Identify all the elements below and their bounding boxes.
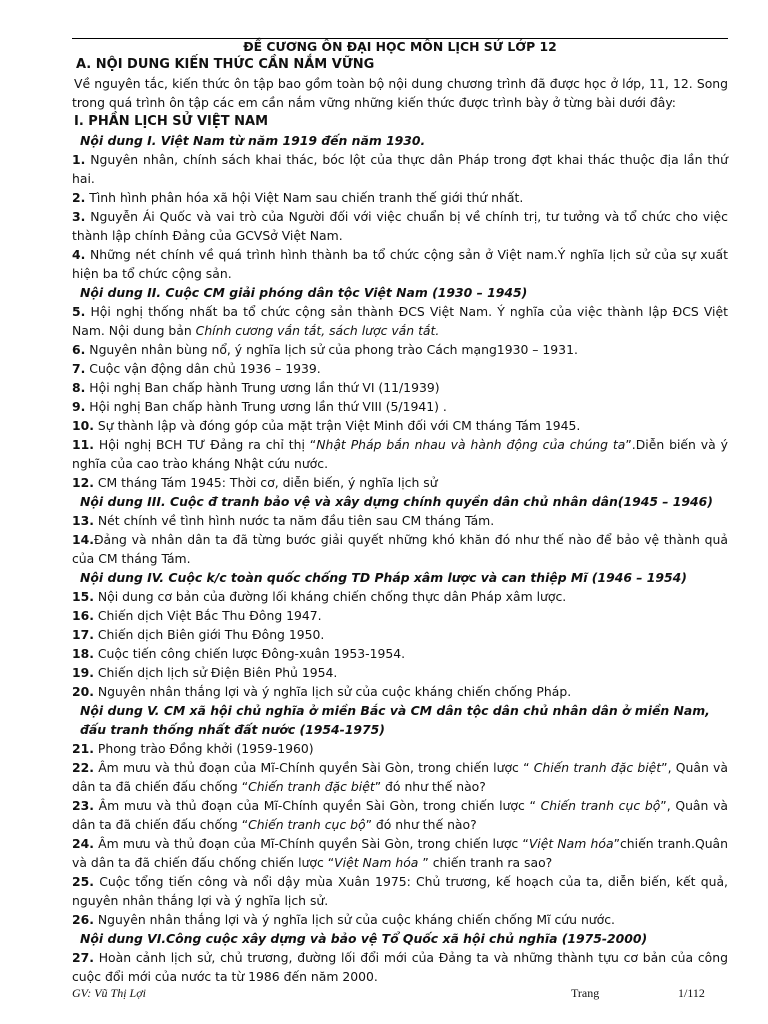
item-number: 24. bbox=[72, 836, 94, 851]
item-emphasis: Nhật Pháp bắn nhau và hành động của chúng ta bbox=[316, 437, 626, 452]
list-item-3 bbox=[72, 207, 728, 245]
list-item-5 bbox=[72, 302, 728, 340]
item-text-end: ”.Diễn biến và ý nghĩa của cao trào kháng Nhật cứu nước. bbox=[72, 437, 728, 471]
list-item-20 bbox=[72, 682, 728, 701]
list-item-24 bbox=[72, 834, 728, 872]
item-text: Hội nghị BCH TƯ Đảng ra chỉ thị “ bbox=[98, 437, 317, 452]
content-heading-6: Nội dung VI.Công cuộc xây dựng và bảo vệ Tổ Quốc xã hội chủ nghĩa (1975-2000) bbox=[80, 931, 648, 946]
item-number: 19. bbox=[72, 665, 94, 680]
item-number: 4. bbox=[72, 247, 86, 262]
list-item-4 bbox=[72, 245, 728, 283]
page-footer bbox=[72, 986, 728, 1002]
list-item-8 bbox=[72, 378, 728, 397]
item-text: Chiến dịch Việt Bắc Thu Đông 1947. bbox=[97, 608, 322, 623]
item-number: 26. bbox=[72, 912, 94, 927]
item-number: 12. bbox=[72, 475, 94, 490]
list-item-11 bbox=[72, 435, 728, 473]
item-text: Âm mưu và thủ đoạn của Mĩ-Chính quyền Sài Gòn, trong chiến lược “ bbox=[98, 760, 534, 775]
item-number: 25. bbox=[72, 874, 94, 889]
item-number: 22. bbox=[72, 760, 94, 775]
list-item-2 bbox=[72, 188, 728, 207]
item-number: 7. bbox=[72, 361, 86, 376]
item-number: 8. bbox=[72, 380, 86, 395]
list-item-26 bbox=[72, 910, 728, 929]
item-text: Âm mưu và thủ đoạn của Mĩ-Chính quyền Sài Gòn, trong chiến lược “ bbox=[98, 836, 529, 851]
item-text: Nguyên nhân thắng lợi và ý nghĩa lịch sử của cuộc kháng chiến chống Pháp. bbox=[97, 684, 572, 699]
item-text-mid: ”, Quân và dân ta đã chiến đấu chống “ bbox=[72, 760, 728, 794]
list-item-6 bbox=[72, 340, 728, 359]
content-heading-4: Nội dung IV. Cuộc k/c toàn quốc chống TD Pháp xâm lược và can thiệp Mĩ (1946 – 1954) bbox=[80, 570, 687, 585]
item-number: 21. bbox=[72, 741, 94, 756]
footer-page-number: 1/112 bbox=[678, 986, 705, 1000]
list-item-13 bbox=[72, 511, 728, 530]
item-text: Hội nghị Ban chấp hành Trung ương lần thứ VI (11/1939) bbox=[89, 380, 440, 395]
item-text: Cuộc vận động dân chủ 1936 – 1939. bbox=[89, 361, 321, 376]
section-a-heading: A. NỘI DUNG KIẾN THỨC CẦN NẮM VỮNG bbox=[76, 57, 375, 72]
list-item-22 bbox=[72, 758, 728, 796]
item-text: Nét chính về tình hình nước ta năm đầu tiên sau CM tháng Tám. bbox=[97, 513, 495, 528]
item-text: Cuộc tổng tiến công và nổi dậy mùa Xuân 1975: Chủ trương, kế hoạch của ta, diễn biến, kết quả, nguyên nhân thắng lợi và ý nghĩa lịch sử. bbox=[72, 874, 728, 908]
list-item-9 bbox=[72, 397, 728, 416]
item-text: Phong trào Đồng khởi (1959-1960) bbox=[97, 741, 314, 756]
item-text: Nguyên nhân thắng lợi và ý nghĩa lịch sử của cuộc kháng chiến chống Mĩ cứu nước. bbox=[97, 912, 615, 927]
list-item-18 bbox=[72, 644, 728, 663]
list-item-10 bbox=[72, 416, 728, 435]
item-text: CM tháng Tám 1945: Thời cơ, diễn biến, ý nghĩa lịch sử bbox=[97, 475, 438, 490]
item-number: 16. bbox=[72, 608, 94, 623]
item-text: Đảng và nhân dân ta đã từng bước giải quyết những khó khăn đó như thế nào để bảo vệ thành quả của CM tháng Tám. bbox=[72, 532, 728, 566]
item-number: 1. bbox=[72, 152, 86, 167]
item-emphasis-2: Chiến tranh đặc biệt bbox=[248, 779, 375, 794]
item-number: 5. bbox=[72, 304, 86, 319]
item-number: 23. bbox=[72, 798, 94, 813]
list-item-16 bbox=[72, 606, 728, 625]
list-item-21 bbox=[72, 739, 728, 758]
item-emphasis: Chiến tranh cục bộ bbox=[540, 798, 661, 813]
item-number: 17. bbox=[72, 627, 94, 642]
list-item-14 bbox=[72, 530, 728, 568]
list-item-1 bbox=[72, 150, 728, 188]
content-heading-5: Nội dung V. CM xã hội chủ nghĩa ở miền Bắc và CM dân tộc dân chủ nhân dân ở miền Nam, đấu tranh thống nhất đất nước (1954-1975) bbox=[80, 703, 710, 737]
item-emphasis: Chính cương vắn tắt, sách lược vắn tắt. bbox=[195, 323, 440, 338]
item-number: 27. bbox=[72, 950, 94, 965]
item-number: 9. bbox=[72, 399, 86, 414]
list-item-15 bbox=[72, 587, 728, 606]
content-heading-3: Nội dung III. Cuộc đ tranh bảo vệ và xây dựng chính quyền dân chủ nhân dân(1945 – 1946) bbox=[80, 494, 713, 509]
item-text: Cuộc tiến công chiến lược Đông-xuân 1953-1954. bbox=[97, 646, 406, 661]
item-number: 2. bbox=[72, 190, 86, 205]
item-emphasis: Việt Nam hóa bbox=[528, 836, 614, 851]
item-text: Nội dung cơ bản của đường lối kháng chiến chống thực dân Pháp xâm lược. bbox=[97, 589, 567, 604]
list-item-23 bbox=[72, 796, 728, 834]
item-text-end: ” đó như thế nào? bbox=[365, 817, 477, 832]
item-number: 18. bbox=[72, 646, 94, 661]
item-text: Nguyễn Ái Quốc và vai trò của Người đối với việc chuẩn bị về chính trị, tư tưởng và tổ chức cho việc thành lập chính Đảng của GCVSở Việt Nam. bbox=[72, 209, 728, 243]
item-number: 15. bbox=[72, 589, 94, 604]
item-number: 10. bbox=[72, 418, 94, 433]
item-text-mid: ”chiến tranh.Quân và dân ta đã chiến đấu chống chiến lược “ bbox=[72, 836, 728, 870]
item-text: Những nét chính về quá trình hình thành ba tổ chức cộng sản ở Việt nam.Ý nghĩa lịch sử của sự xuất hiện ba tổ chức cộng sản. bbox=[72, 247, 728, 281]
item-text: Hoàn cảnh lịch sử, chủ trương, đường lối đổi mới của Đảng ta và những thành tựu cơ bản của công cuộc đổi mới của nước ta từ 1986 đến năm 2000. bbox=[72, 950, 728, 984]
item-emphasis-2: Việt Nam hóa bbox=[334, 855, 419, 870]
item-number: 3. bbox=[72, 209, 86, 224]
item-text: Chiến dịch Biên giới Thu Đông 1950. bbox=[97, 627, 325, 642]
content-heading-2: Nội dung II. Cuộc CM giải phóng dân tộc Việt Nam (1930 – 1945) bbox=[80, 285, 528, 300]
list-item-19 bbox=[72, 663, 728, 682]
footer-page-label: Trang bbox=[571, 986, 600, 1000]
item-text: Nguyên nhân bùng nổ, ý nghĩa lịch sử của phong trào Cách mạng1930 – 1931. bbox=[89, 342, 578, 357]
item-text-end: ” đó như thế nào? bbox=[374, 779, 486, 794]
list-item-25 bbox=[72, 872, 728, 910]
document-title: ĐỀ CƯƠNG ÔN ĐẠI HỌC MÔN LỊCH SỬ LỚP 12 bbox=[243, 39, 557, 54]
item-text: Âm mưu và thủ đoạn của Mĩ-Chính quyền Sài Gòn, trong chiến lược “ bbox=[98, 798, 541, 813]
item-text-mid: ”, Quân và dân ta đã chiến đấu chống “ bbox=[72, 798, 728, 832]
item-number: 20. bbox=[72, 684, 94, 699]
list-item-17 bbox=[72, 625, 728, 644]
intro-paragraph: Về nguyên tắc, kiến thức ôn tập bao gồm toàn bộ nội dung chương trình đã được học ở lớp, 11, 12. Song trong quá trình ôn tập các em cần nắm vững những kiến thức được trình bày ở từng bài dưới đây: bbox=[72, 76, 728, 110]
list-item-7 bbox=[72, 359, 728, 378]
item-number: 13. bbox=[72, 513, 94, 528]
item-emphasis: Chiến tranh đặc biệt bbox=[533, 760, 662, 775]
document-body bbox=[72, 39, 728, 986]
item-text: Chiến dịch lịch sử Điện Biên Phủ 1954. bbox=[97, 665, 338, 680]
item-text-end: ” chiến tranh ra sao? bbox=[418, 855, 553, 870]
item-text: Sự thành lập và đóng góp của mặt trận Việt Minh đối với CM tháng Tám 1945. bbox=[97, 418, 581, 433]
item-text: Nguyên nhân, chính sách khai thác, bóc lột của thực dân Pháp trong đợt khai thác thuộc địa lần thứ hai. bbox=[72, 152, 728, 186]
item-text: Hội nghị Ban chấp hành Trung ương lần thứ VIII (5/1941) . bbox=[89, 399, 447, 414]
item-number: 6. bbox=[72, 342, 86, 357]
item-emphasis-2: Chiến tranh cục bộ bbox=[248, 817, 366, 832]
list-item-27 bbox=[72, 948, 728, 986]
item-text: Tình hình phân hóa xã hội Việt Nam sau chiến tranh thế giới thứ nhất. bbox=[89, 190, 524, 205]
item-number: 14. bbox=[72, 532, 94, 547]
item-text: Hội nghị thống nhất ba tổ chức cộng sản thành ĐCS Việt Nam. Ý nghĩa của việc thành lập ĐCS Việt Nam. Nội dung bản bbox=[72, 304, 728, 338]
content-heading-1: Nội dung I. Việt Nam từ năm 1919 đến năm 1930. bbox=[80, 133, 426, 148]
part-i-heading: I. PHẦN LỊCH SỬ VIỆT NAM bbox=[74, 114, 269, 129]
list-item-12 bbox=[72, 473, 728, 492]
item-number: 11. bbox=[72, 437, 94, 452]
footer-author: GV: Vũ Thị Lợi bbox=[72, 986, 146, 1000]
